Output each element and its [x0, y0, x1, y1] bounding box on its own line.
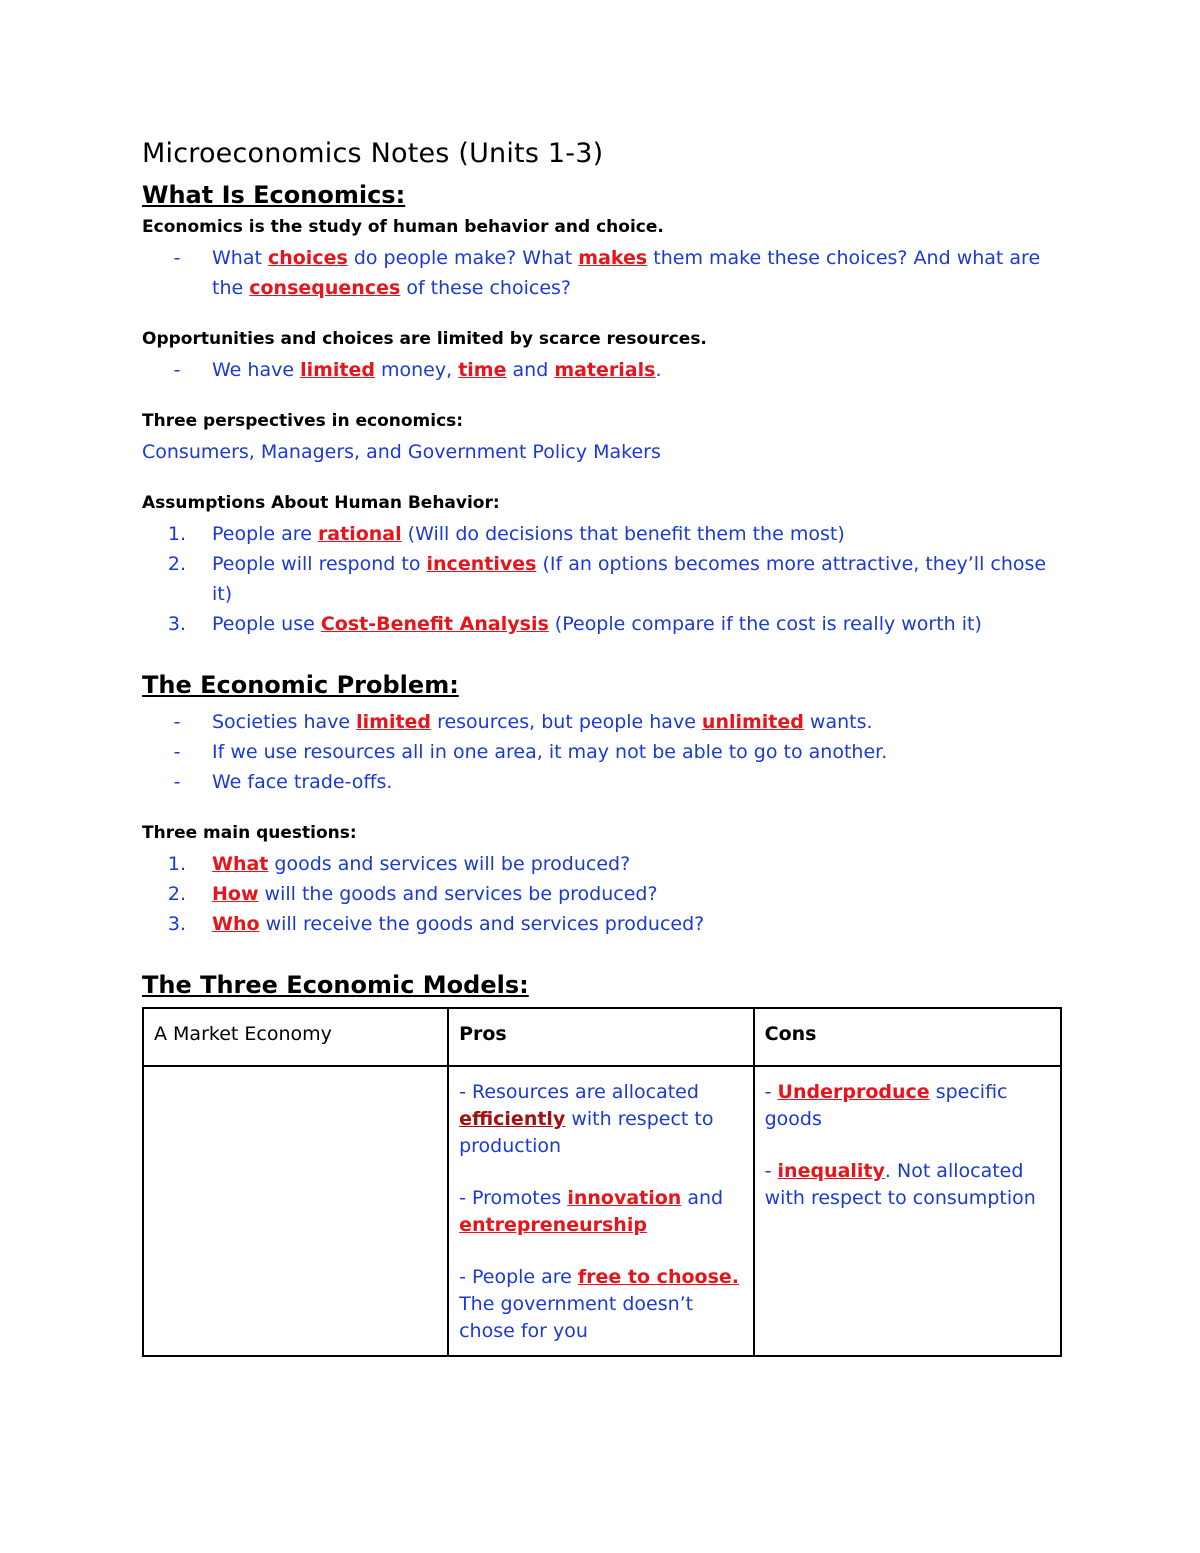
table-header-cell: Pros — [448, 1008, 754, 1066]
bullet-text: We have limited money, time and materials. — [212, 359, 662, 381]
number-marker: 1. — [167, 523, 187, 545]
number-marker: 2. — [167, 883, 187, 905]
bullet-text: What choices do people make? What makes them make these choices? And what are the consequences of these choices? — [212, 247, 1041, 299]
section-heading-economic-models: The Three Economic Models: — [142, 971, 529, 999]
number-marker: 2. — [167, 553, 187, 575]
perspectives-text: Consumers, Managers, and Government Policy Makers — [142, 441, 661, 463]
dash-marker: - — [173, 711, 181, 733]
scarce-resources-heading: Opportunities and choices are limited by scarce resources. — [142, 329, 707, 349]
list-item: 1. What goods and services will be produced? — [142, 849, 1062, 879]
economic-models-table — [142, 1007, 1062, 1357]
dash-marker: - — [173, 771, 181, 793]
list-item: 1. People are rational (Will do decisions that benefit them the most) — [142, 519, 1062, 549]
economics-definition: Economics is the study of human behavior and choice. — [142, 217, 664, 237]
table-header-cell: Cons — [754, 1008, 1061, 1066]
pros-item: - People are free to choose. The government doesn’t chose for you — [459, 1266, 739, 1342]
list-item: - If we use resources all in one area, it may not be able to go to another. — [142, 737, 1062, 767]
table-header-row — [143, 1008, 1061, 1066]
number-marker: 3. — [167, 613, 187, 635]
dash-marker: - — [173, 247, 181, 269]
assumptions-heading: Assumptions About Human Behavior: — [142, 493, 500, 513]
cons-item: - Underproduce specific goods — [764, 1081, 1008, 1130]
list-item: 2. How will the goods and services be produced? — [142, 879, 1062, 909]
table-cell-empty — [143, 1066, 448, 1356]
page-title: Microeconomics Notes (Units 1-3) — [142, 138, 604, 169]
list-item: - We face trade-offs. — [142, 767, 1062, 797]
list-item: 3. People use Cost-Benefit Analysis (People compare if the cost is really worth it) — [142, 609, 1062, 639]
table-header-cell: A Market Economy — [143, 1008, 448, 1066]
number-marker: 3. — [167, 913, 187, 935]
list-item: 2. People will respond to incentives (If an options becomes more attractive, they’ll chose it) — [142, 549, 1062, 609]
dash-marker: - — [173, 359, 181, 381]
questions-heading: Three main questions: — [142, 823, 357, 843]
pros-item: - Promotes innovation and entrepreneurship — [459, 1187, 724, 1236]
document-page — [142, 138, 1062, 1357]
perspectives-heading: Three perspectives in economics: — [142, 411, 464, 431]
list-item — [142, 243, 1062, 303]
dash-marker: - — [173, 741, 181, 763]
number-marker: 1. — [167, 853, 187, 875]
list-item: 3. Who will receive the goods and services produced? — [142, 909, 1062, 939]
section-heading-economic-problem: The Economic Problem: — [142, 671, 459, 699]
pros-cell — [448, 1066, 754, 1356]
pros-item: - Resources are allocated efficiently with respect to production — [459, 1081, 714, 1157]
cons-item: - inequality. Not allocated with respect to consumption — [764, 1160, 1036, 1209]
table-row — [143, 1066, 1061, 1356]
list-item — [142, 355, 1062, 385]
section-heading-what-is-economics: What Is Economics: — [142, 181, 406, 209]
cons-cell — [754, 1066, 1061, 1356]
list-item: - Societies have limited resources, but people have unlimited wants. — [142, 707, 1062, 737]
